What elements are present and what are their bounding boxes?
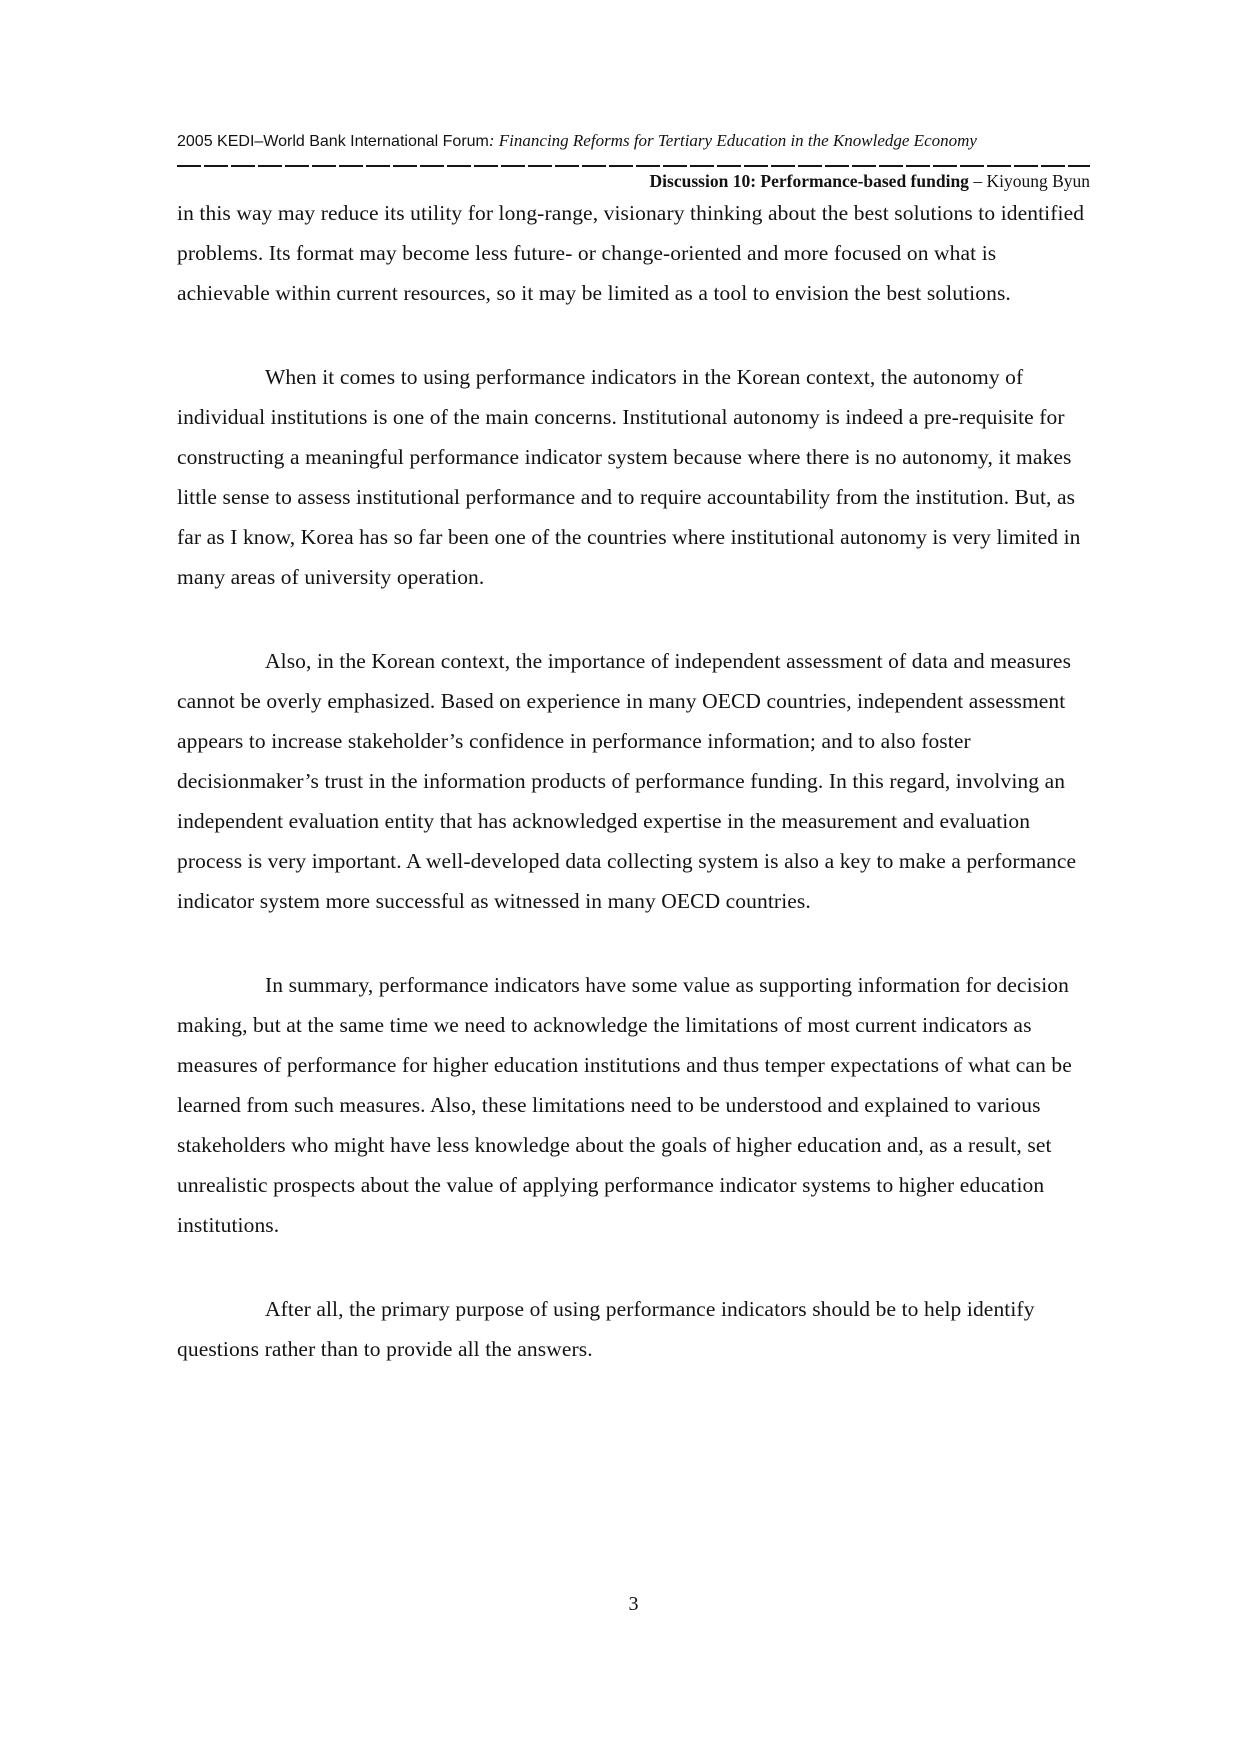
header-rule xyxy=(177,165,1090,167)
paragraph-summary: In summary, performance indicators have some value as supporting information for decision making, but at the same time we need to acknowledge the limitations of most current indicators as measures of performance for higher education institutions and thus temper expectations of what can be learned from such measures. Also, these limitations need to be understood and explained to various stakeholders who might have less knowledge about the goals of higher education and, as a result, set unrealistic prospects about the value of applying performance indicator systems to higher education institutions. xyxy=(177,973,1072,1237)
forum-subtitle: : Financing Reforms for Tertiary Education in the Knowledge Economy xyxy=(488,131,977,150)
paragraph-independent-assessment: Also, in the Korean context, the importance of independent assessment of data and measures cannot be overly emphasized. Based on experience in many OECD countries, independent assessment appears to increase stakeholder’s confidence in performance information; and to also foster decisionmaker’s trust in the information products of performance funding. In this regard, involving an independent evaluation entity that has acknowledged expertise in the measurement and evaluation process is very important. A well-developed data collecting system is also a key to make a performance indicator system more successful as witnessed in many OECD countries. xyxy=(177,649,1077,913)
forum-title: 2005 KEDI–World Bank International Forum xyxy=(177,133,489,150)
header-forum-line xyxy=(177,130,1090,153)
paragraph-continuation: in this way may reduce its utility for long-range, visionary thinking about the best solutions to identified problems. Its format may become less future- or change-oriented and more focused on what is achievable within current resources, so it may be limited as a tool to envision the best solutions. xyxy=(177,201,1085,305)
document-body xyxy=(177,193,1090,1369)
author-name: – Kiyoung Byun xyxy=(968,171,1090,191)
page-number: 3 xyxy=(628,1593,639,1615)
paragraph-korean-context-autonomy: When it comes to using performance indicators in the Korean context, the autonomy of individual institutions is one of the main concerns. Institutional autonomy is indeed a pre-requisite for constructing a meaningful performance indicator system because where there is no autonomy, it makes little sense to assess institutional performance and to require accountability from the institution. But, as far as I know, Korea has so far been one of the countries where institutional autonomy is very limited in many areas of university operation. xyxy=(177,365,1081,589)
page-header xyxy=(177,130,1090,193)
header-discussion-line xyxy=(177,169,1090,193)
paragraph-after-all: After all, the primary purpose of using performance indicators should be to help identify questions rather than to provide all the answers. xyxy=(177,1297,1035,1361)
discussion-title: Discussion 10: Performance-based funding xyxy=(649,171,969,191)
